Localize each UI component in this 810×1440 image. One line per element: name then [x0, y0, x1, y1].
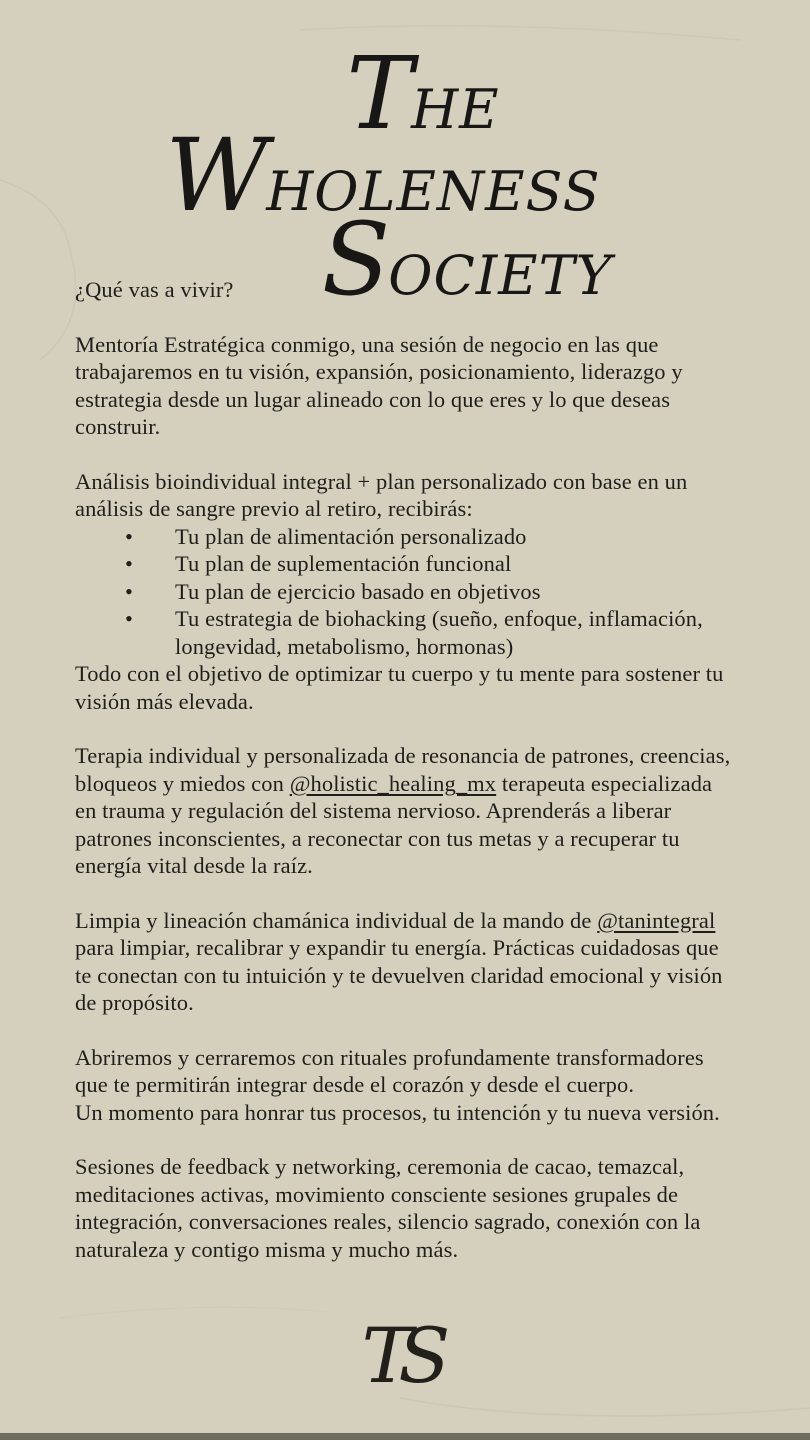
bottom-bar: [0, 1433, 810, 1440]
bullet-dot-icon: •: [125, 578, 133, 604]
handle-link-holistic-healing-mx[interactable]: @holistic_healing_mx: [289, 770, 497, 796]
therapy-text-before: Terapia individual y personalizada de resonancia de patrones, creencias, bloqueos y miedos con: [75, 743, 731, 796]
logo-word-society: SOCIETY: [321, 201, 613, 318]
logo-cap-w: W: [165, 117, 267, 234]
therapy-text-after: terapeuta especializada en trauma y regulación del sistema nervioso. Aprenderás a liberar patrones inconscientes, a reconectar con tus metas y a recuperar tu energía vital desde la raíz.: [75, 770, 713, 878]
paragraph-analysis-outro: Todo con el objetivo de optimizar tu cuerpo y tu mente para sostener tu visión más elevada.: [75, 661, 724, 714]
shamanic-text-after: para limpiar, recalibrar y expandir tu energía. Prácticas cuidadosas que te conectan con tu intuición y te devuelven claridad emocional y visión de propósito.: [75, 935, 723, 1015]
logo-cap-s: S: [321, 201, 389, 318]
wholeness-society-logo: [0, 35, 810, 318]
bullet-dot-icon: •: [125, 551, 133, 576]
logo-cap-t: T: [346, 35, 412, 152]
paragraph-shamanic: [75, 907, 737, 1017]
bullet-text: Tu estrategia de biohacking (sueño, enfoque, inflamación, longevidad, metabolismo, hormonas): [175, 606, 703, 659]
paragraph-mentoring: Mentoría Estratégica conmigo, una sesión de negocio en las que trabajaremos en tu visión, expansión, posicionamiento, liderazgo y estrategia desde un lugar alineado con lo que eres y lo que deseas construir.: [75, 331, 683, 439]
analysis-bullet-list: [75, 523, 737, 661]
logo-word-the: THE: [346, 35, 500, 152]
shamanic-text-before: Limpia y lineación chamánica individual de la mando de: [75, 907, 598, 933]
rituals-line-1: Abriremos y cerraremos con rituales profundamente transformadores que te permitirán integrar desde el corazón y desde el cuerpo.: [75, 1044, 704, 1097]
paragraph-rituals: [75, 1044, 737, 1127]
bullet-food-plan: [75, 523, 737, 551]
bullet-exercise-plan: [75, 578, 737, 606]
paragraph-therapy: [75, 742, 737, 880]
body-copy: [75, 276, 737, 1263]
bullet-biohacking-strategy: [75, 605, 737, 660]
handle-link-tanintegral[interactable]: @tanintegral: [597, 907, 716, 933]
paragraph-sessions: Sesiones de feedback y networking, ceremonia de cacao, temazcal, meditaciones activas, movimiento consciente sesiones grupales de integración, conversaciones reales, silencio sagrado, conexión con la naturaleza y contigo misma y mucho más.: [75, 1154, 701, 1262]
bullet-text: Tu plan de suplementación funcional: [175, 551, 512, 576]
bullet-supplement-plan: [75, 550, 737, 578]
bullet-text: Tu plan de ejercicio basado en objetivos: [175, 578, 541, 604]
ts-monogram: TS: [361, 1311, 437, 1400]
logo-word-wholeness: WHOLENESS: [165, 117, 601, 234]
paragraph-analysis-intro: Análisis bioindividual integral + plan personalizado con base en un análisis de sangre previo al retiro, recibirás:: [75, 468, 688, 521]
intro-question: ¿Qué vas a vivir?: [75, 277, 234, 302]
bullet-text: Tu plan de alimentación personalizado: [175, 523, 527, 549]
bullet-dot-icon: •: [125, 606, 133, 631]
rituals-line-2: Un momento para honrar tus procesos, tu intención y tu nueva versión.: [75, 1099, 720, 1125]
bullet-dot-icon: •: [125, 523, 133, 549]
